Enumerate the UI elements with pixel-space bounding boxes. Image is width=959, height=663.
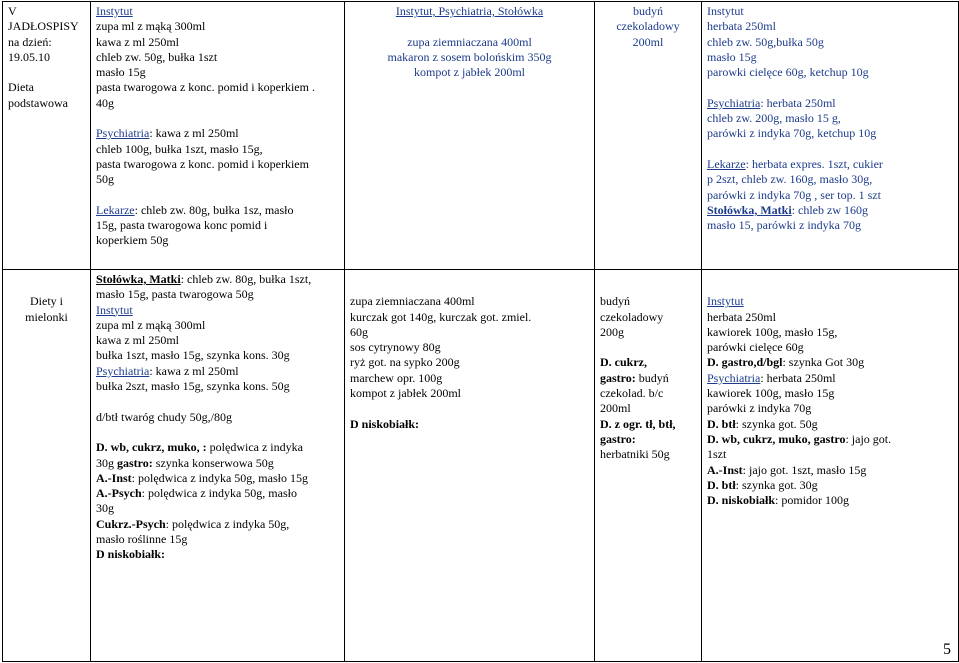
section-label: D niskobiałk: [96,547,166,562]
menu-item: herbata 250ml [707,309,776,324]
menu-item: 1szt [707,447,727,462]
menu-item-text: 30g [96,455,117,470]
menu-item [96,471,339,486]
menu-item: kawiorek 100g, masło 15g, [707,324,838,339]
section-label: Psychiatria [707,370,761,385]
menu-item: herbatniki 50g [600,447,670,462]
menu-item-text: budyń [635,370,669,385]
menu-item-text: : herbata 250ml [760,370,836,385]
section-label: A.-Psych [96,486,142,501]
menu-item [96,456,339,471]
menu-item [96,517,339,532]
menu-item-text: : herbata 250ml [760,95,836,110]
menu-item: masło 15g [707,49,757,64]
lunch-special-cell [345,270,595,662]
menu-item: bułka 1szt, masło 15g, szynka kons. 30g [96,348,290,363]
diet-name: Diety i [30,294,63,309]
section-label: D. gastro,d/bgl [707,355,783,370]
menu-item [96,364,339,379]
menu-item: chleb 100g, bułka 1szt, masło 15g, [96,141,263,156]
menu-item: chleb zw. 200g, masło 15 g, [707,111,841,126]
section-label: D. wb, cukrz, muko, : [96,440,207,455]
section-label: gastro: [600,370,636,385]
menu-item: kawa z ml 250ml [96,333,179,348]
menu-item [707,203,953,218]
page-number: 5 [943,641,951,658]
header-cell [3,2,91,270]
menu-row-special [3,270,959,662]
section-label: D. btł [707,416,736,431]
menu-item: 200g [600,324,624,339]
menu-item-text: : jajo got. [845,431,892,446]
header-line: na dzień: [8,34,52,49]
menu-item: parówki z indyka 70g [707,401,812,416]
menu-item: masło 15g [96,65,146,80]
menu-item [96,486,339,501]
menu-item: masło 15g, pasta twarogowa 50g [96,287,254,302]
menu-item-text: : szynka got. 50g [735,416,818,431]
section-label: D. btł [707,477,736,492]
menu-item-text: szynka konserwowa 50g [152,455,274,470]
section-label: D. wb, cukrz, muko, gastro [707,431,846,446]
menu-item [707,371,953,386]
menu-item: czekolad. b/c [600,386,664,401]
section-label: Psychiatria [707,95,761,110]
menu-item: kawa z ml 250ml [96,34,179,49]
section-label: Psychiatria [96,363,150,378]
section-label: Instytut [96,302,133,317]
menu-item: budyń [600,294,630,309]
menu-item: p 2szt, chleb zw. 160g, masło 30g, [707,172,873,187]
section-label: Lekarze [96,202,135,217]
menu-item [96,272,339,287]
menu-item-text: : kawa z ml 250ml [149,363,239,378]
menu-item-text: : herbata expres. 1szt, cukier [745,156,883,171]
menu-item: kawiorek 100g, masło 15g [707,386,835,401]
menu-item: czekoladowy [600,309,664,324]
menu-item-text: : kawa z ml 250ml [149,126,239,141]
menu-item: parówki z indyka 70g, ketchup 10g [707,126,877,141]
menu-item: zupa ziemniaczana 400ml [350,294,475,309]
section-label: Psychiatria [96,126,150,141]
menu-item [707,96,953,111]
menu-item [96,440,339,455]
menu-item-text: : pomidor 100g [775,493,850,508]
menu-item: 50g [96,172,114,187]
menu-item-text: : polędwica z indyka 50g, [165,516,290,531]
section-label: Lekarze [707,156,746,171]
section-label: Instytut [96,4,133,18]
menu-item: koperkiem 50g [96,233,169,248]
section-label: Instytut, Psychiatria, Stołówka [395,4,544,18]
section-label: D. niskobiałk [707,493,776,508]
menu-item: 40g [96,95,114,110]
menu-item: parówki z indyka 70g , ser top. 1 szt [707,187,881,202]
menu-item: zupa ml z mąką 300ml [96,317,206,332]
section-label: Instytut [707,4,744,18]
menu-item [96,203,339,218]
menu-item: chleb zw. 50g,bułka 50g [707,34,824,49]
menu-item [707,493,953,508]
breakfast-special-cell [91,270,345,662]
menu-item: 30g [96,501,114,516]
section-label: D niskobiałk: [350,416,420,431]
diet-name: podstawowa [8,95,68,110]
menu-item-text: : szynka got. 30g [735,477,818,492]
menu-item: 15g, pasta twarogowa konc pomid i [96,218,268,233]
menu-item-text: : chleb zw. 80g, bułka 1sz, masło [134,202,294,217]
menu-item: masło roślinne 15g [96,532,188,547]
section-label: D. cukrz, [600,355,647,370]
menu-item: pasta twarogowa z konc. pomid i koperkiem [96,156,309,171]
menu-item-text: : chleb zw 160g [791,202,868,217]
menu-item: herbata 250ml [707,19,776,34]
section-label: gastro: [117,455,153,470]
menu-item: pasta twarogowa z konc. pomid i koperkiem . [96,80,315,95]
menu-item [707,355,953,370]
dinner-special-cell [702,270,959,662]
menu-item: 200ml [632,34,664,49]
menu-item: zupa ziemniaczana 400ml [407,34,532,49]
menu-item: zupa ml z mąką 300ml [96,19,206,34]
section-label: Stołówka, Matki [707,202,792,217]
menu-item: budyń [633,4,663,18]
menu-item: czekoladowy [616,19,680,34]
header-line: 19.05.10 [8,49,50,64]
menu-item-text: : polędwica z indyka 50g, masło [141,486,297,501]
menu-item-text: : polędwica z indyka 50g, masło 15g [131,470,308,485]
breakfast-basic-cell [91,2,345,270]
menu-row-basic [3,2,959,270]
menu-item [707,432,953,447]
menu-item: masło 15, parówki z indyka 70g [707,218,861,233]
menu-item: kompot z jabłek 200ml [414,65,525,80]
menu-item [707,417,953,432]
menu-item: 60g [350,324,368,339]
menu-item: kompot z jabłek 200ml [350,386,461,401]
menu-item [707,463,953,478]
lunch-basic-cell [345,2,595,270]
header-line: V [8,4,17,18]
snack-special-cell [595,270,702,662]
menu-item: 200ml [600,401,631,416]
dinner-basic-cell [702,2,959,270]
menu-item-text: : chleb zw. 80g, bułka 1szt, [180,272,312,286]
snack-basic-cell [595,2,702,270]
section-label: A.-Inst [707,462,743,477]
menu-item: ryż got. na sypko 200g [350,355,460,370]
menu-item: parowki cielęce 60g, ketchup 10g [707,65,869,80]
diet-name: mielonki [25,309,68,324]
menu-item: sos cytrynowy 80g [350,340,441,355]
menu-item: makaron z sosem bolońskim 350g [387,49,552,64]
menu-item: bułka 2szt, masło 15g, szynka kons. 50g [96,379,290,394]
section-label: A.-Inst [96,470,132,485]
diet-name: Dieta [8,80,34,95]
menu-item: d/btł twaróg chudy 50g,/80g [96,409,232,424]
menu-item [707,478,953,493]
diet-menu-table [2,1,959,662]
menu-item: parówki cielęce 60g [707,340,804,355]
menu-item: kurczak got 140g, kurczak got. zmiel. [350,309,532,324]
header-line: JADŁOSPISY [8,19,79,34]
section-label: D. z ogr. tł, btł, [600,416,676,431]
menu-item-text: : szynka Got 30g [782,355,865,370]
menu-item-text: : jajo got. 1szt, masło 15g [742,462,867,477]
menu-item [96,126,339,141]
section-label: Stołówka, Matki [96,272,181,286]
menu-item: chleb zw. 50g, bułka 1szt [96,49,218,64]
diet-cell [3,270,91,662]
menu-item: marchew opr. 100g [350,370,443,385]
section-label: Cukrz.-Psych [96,516,166,531]
section-label: gastro: [600,431,636,446]
menu-item [600,371,696,386]
section-label: Instytut [707,294,744,309]
menu-item-text: polędwica z indyka [206,440,303,455]
menu-item [707,157,953,172]
